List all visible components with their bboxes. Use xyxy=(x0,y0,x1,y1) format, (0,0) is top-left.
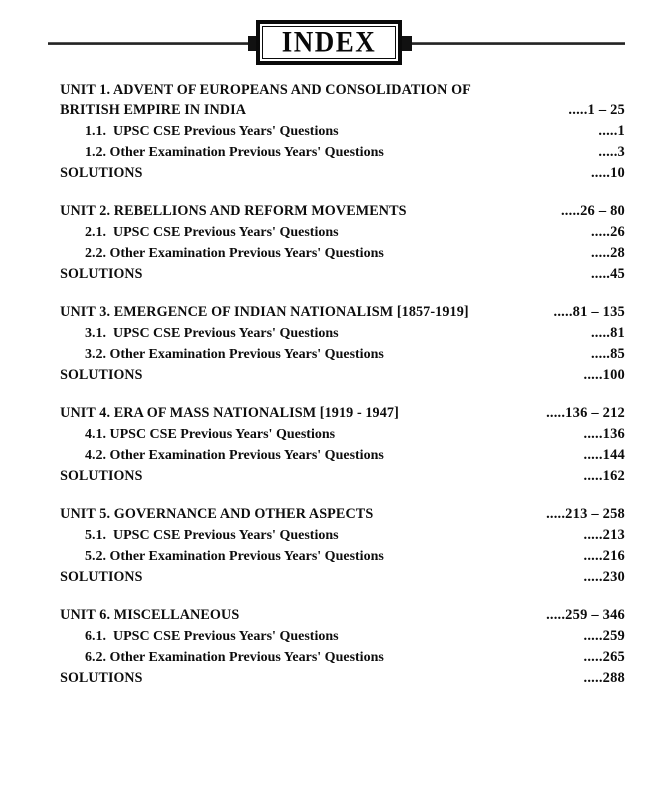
sub-entry-label: 2.2. Other Examination Previous Years' Questions xyxy=(85,246,384,261)
unit-heading-row[interactable] xyxy=(0,80,657,101)
solutions-page: .....45 xyxy=(590,266,625,282)
sub-entry-label: 5.2. Other Examination Previous Years' Questions xyxy=(85,549,384,564)
solutions-row[interactable] xyxy=(0,567,657,588)
unit-page-range: .....213 – 258 xyxy=(546,506,625,522)
unit-heading-row[interactable] xyxy=(0,605,657,626)
header-rule-left xyxy=(48,42,258,45)
solutions-label: SOLUTIONS xyxy=(60,367,143,383)
unit-heading-row[interactable] xyxy=(0,100,657,121)
solutions-page: .....100 xyxy=(583,367,625,383)
sub-entry-page: .....28 xyxy=(590,245,625,261)
sub-entry-label: 4.1. UPSC CSE Previous Years' Questions xyxy=(85,427,336,442)
sub-entry-label: 5.1. UPSC CSE Previous Years' Questions xyxy=(85,528,339,543)
sub-entry-page: .....216 xyxy=(583,548,625,564)
sub-entry-label: 3.2. Other Examination Previous Years' Questions xyxy=(85,347,384,362)
sub-entry-row[interactable] xyxy=(0,445,657,466)
sub-entry-page: .....259 xyxy=(583,628,625,644)
sub-entry-row[interactable] xyxy=(0,323,657,344)
solutions-label: SOLUTIONS xyxy=(60,569,143,585)
unit-page-range: .....259 – 346 xyxy=(546,607,625,623)
sub-entry-label: 4.2. Other Examination Previous Years' Questions xyxy=(85,448,384,463)
unit-heading-label: UNIT 2. REBELLIONS AND REFORM MOVEMENTS xyxy=(60,203,407,219)
unit-heading-label: UNIT 4. ERA OF MASS NATIONALISM [1919 - 1947] xyxy=(60,405,399,421)
solutions-page: .....10 xyxy=(590,165,625,181)
sub-entry-label: 6.1. UPSC CSE Previous Years' Questions xyxy=(85,629,339,644)
solutions-page: .....162 xyxy=(583,468,625,484)
sub-entry-row[interactable] xyxy=(0,142,657,163)
unit-page-range: .....26 – 80 xyxy=(560,203,625,219)
sub-entry-page: .....1 xyxy=(598,123,625,139)
solutions-label: SOLUTIONS xyxy=(60,165,143,181)
unit-page-range: .....81 – 135 xyxy=(553,304,625,320)
sub-entry-row[interactable] xyxy=(0,424,657,445)
index-title-inner-border xyxy=(262,26,396,59)
header-rule-right xyxy=(400,42,625,45)
sub-entry-label: 1.1. UPSC CSE Previous Years' Questions xyxy=(85,124,339,139)
unit-block xyxy=(0,504,657,588)
index-title-box xyxy=(256,20,402,65)
unit-block xyxy=(0,403,657,487)
unit-heading-row[interactable] xyxy=(0,403,657,424)
sub-entry-page: .....213 xyxy=(583,527,625,543)
sub-entry-page: .....3 xyxy=(598,144,625,160)
sub-entry-row[interactable] xyxy=(0,344,657,365)
solutions-label: SOLUTIONS xyxy=(60,266,143,282)
unit-heading-label: UNIT 1. ADVENT OF EUROPEANS AND CONSOLIDATION OF xyxy=(60,82,471,98)
unit-page-range: .....136 – 212 xyxy=(546,405,625,421)
solutions-row[interactable] xyxy=(0,365,657,386)
unit-block xyxy=(0,80,657,184)
solutions-label: SOLUTIONS xyxy=(60,468,143,484)
sub-entry-label: 3.1. UPSC CSE Previous Years' Questions xyxy=(85,326,339,341)
sub-entry-page: .....85 xyxy=(590,346,625,362)
sub-entry-row[interactable] xyxy=(0,647,657,668)
sub-entry-row[interactable] xyxy=(0,222,657,243)
solutions-row[interactable] xyxy=(0,668,657,689)
solutions-page: .....288 xyxy=(583,670,625,686)
unit-block xyxy=(0,302,657,386)
index-entry-list xyxy=(0,80,657,706)
sub-entry-label: 6.2. Other Examination Previous Years' Questions xyxy=(85,650,384,665)
solutions-label: SOLUTIONS xyxy=(60,670,143,686)
sub-entry-page: .....26 xyxy=(590,224,625,240)
unit-heading-label: UNIT 6. MISCELLANEOUS xyxy=(60,607,240,623)
solutions-row[interactable] xyxy=(0,264,657,285)
sub-entry-row[interactable] xyxy=(0,626,657,647)
solutions-page: .....230 xyxy=(583,569,625,585)
solutions-row[interactable] xyxy=(0,163,657,184)
sub-entry-label: 1.2. Other Examination Previous Years' Questions xyxy=(85,145,384,160)
unit-heading-row[interactable] xyxy=(0,201,657,222)
unit-heading-label: UNIT 3. EMERGENCE OF INDIAN NATIONALISM [1857-1919] xyxy=(60,304,469,320)
unit-heading-label: UNIT 5. GOVERNANCE AND OTHER ASPECTS xyxy=(60,506,374,522)
unit-block xyxy=(0,201,657,285)
unit-heading-row[interactable] xyxy=(0,302,657,323)
sub-entry-row[interactable] xyxy=(0,546,657,567)
sub-entry-label: 2.1. UPSC CSE Previous Years' Questions xyxy=(85,225,339,240)
index-header xyxy=(0,0,657,72)
unit-block xyxy=(0,605,657,689)
sub-entry-row[interactable] xyxy=(0,121,657,142)
sub-entry-page: .....144 xyxy=(583,447,625,463)
sub-entry-page: .....136 xyxy=(583,426,625,442)
sub-entry-row[interactable] xyxy=(0,243,657,264)
sub-entry-page: .....81 xyxy=(590,325,625,341)
page-title: INDEX xyxy=(281,25,377,59)
unit-heading-row[interactable] xyxy=(0,504,657,525)
unit-heading-label: BRITISH EMPIRE IN INDIA xyxy=(60,102,247,118)
sub-entry-page: .....265 xyxy=(583,649,625,665)
solutions-row[interactable] xyxy=(0,466,657,487)
sub-entry-row[interactable] xyxy=(0,525,657,546)
unit-page-range: .....1 – 25 xyxy=(568,102,625,118)
